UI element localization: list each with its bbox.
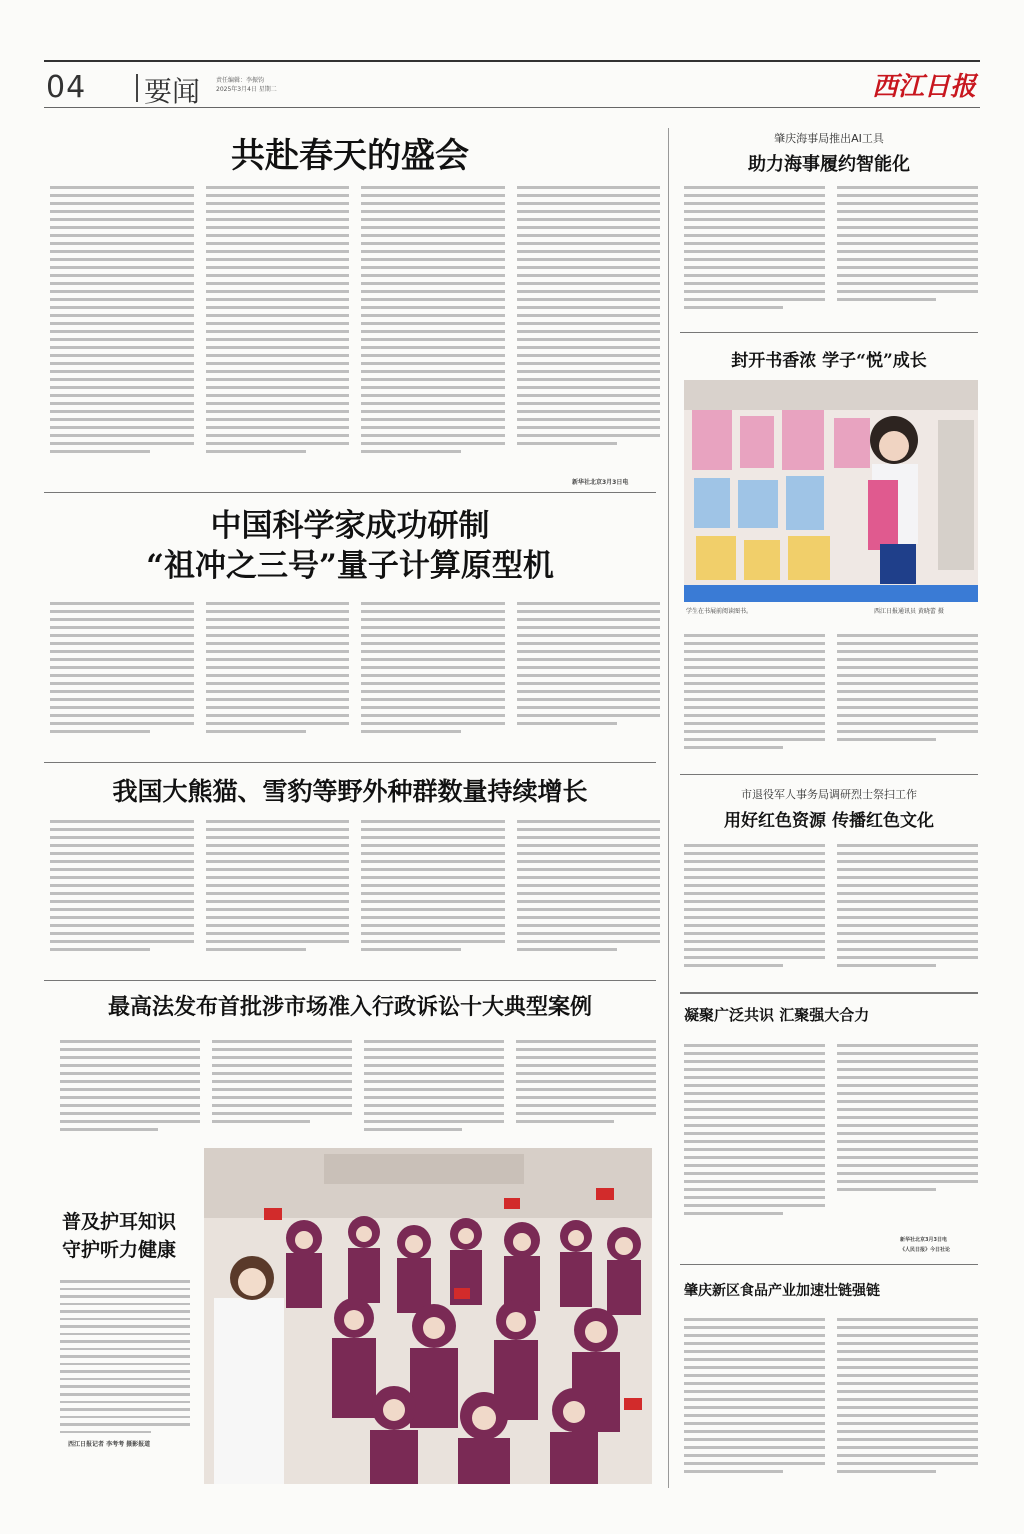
article-body-ear — [60, 1278, 190, 1433]
headline-consensus: 凝聚广泛共识 汇聚强大合力 — [684, 1006, 870, 1024]
book-fair-photo — [684, 380, 978, 602]
masthead — [44, 60, 980, 108]
article-divider — [680, 774, 978, 775]
article-divider — [680, 332, 978, 333]
headline-veterans: 用好红色资源 传播红色文化 — [724, 811, 934, 831]
text-column — [837, 1042, 978, 1230]
text-column — [364, 1038, 504, 1138]
headline-quantum — [44, 506, 656, 586]
text-column — [684, 1316, 825, 1486]
article-body-quantum — [50, 600, 660, 750]
article-body-maritime — [684, 184, 978, 324]
headline-line: 普及护耳知识 — [61, 1211, 176, 1233]
classroom-image — [204, 1148, 652, 1484]
text-column — [837, 842, 978, 982]
text-column — [212, 1038, 352, 1138]
kicker-veterans: 市退役军人事务局调研烈士祭扫工作 — [741, 788, 917, 801]
paper-logo: 西江日报 — [871, 72, 976, 102]
date-line: 2025年3月4日 星期二 — [216, 86, 277, 93]
article-divider — [44, 980, 656, 981]
caption-right: 西江日报通讯员 黄晓蕾 摄 — [874, 608, 944, 615]
editors-info — [216, 76, 277, 94]
text-column — [517, 184, 661, 484]
text-column — [684, 1042, 825, 1230]
text-column — [517, 600, 661, 750]
text-column — [206, 600, 350, 750]
headline-spring: 共赴春天的盛会 — [231, 136, 469, 176]
text-column — [50, 184, 194, 484]
article-body-books — [684, 632, 978, 762]
article-divider — [680, 1264, 978, 1265]
text-column — [684, 632, 825, 762]
section-name: 要闻 — [144, 75, 201, 108]
source-consensus-2: 《人民日报》今日社论 — [900, 1247, 951, 1253]
article-body-consensus — [684, 1042, 978, 1230]
text-column — [517, 818, 661, 968]
text-column — [837, 1316, 978, 1486]
headline-panda: 我国大熊猫、雪豹等野外种群数量持续增长 — [112, 777, 588, 806]
headline-ear — [44, 1208, 194, 1264]
text-column — [206, 818, 350, 968]
text-column — [60, 1278, 190, 1433]
text-column — [361, 600, 505, 750]
article-divider — [680, 992, 978, 994]
article-body-panda — [50, 818, 660, 968]
column-divider — [668, 128, 669, 1488]
text-column — [684, 842, 825, 982]
article-divider — [44, 492, 656, 493]
text-column — [361, 818, 505, 968]
text-column — [50, 818, 194, 968]
text-column — [516, 1038, 656, 1138]
text-column — [684, 184, 825, 324]
editors-line: 责任编辑：李振钧 — [216, 77, 265, 84]
article-body-court — [60, 1038, 656, 1138]
text-column — [837, 632, 978, 762]
caption-left: 学生在书展前阅读图书。 — [686, 608, 753, 615]
masthead-divider — [136, 74, 138, 102]
article-divider — [44, 762, 656, 763]
page-number: 04 — [46, 70, 87, 105]
headline-court: 最高法发布首批涉市场准入行政诉讼十大典型案例 — [107, 995, 592, 1020]
headline-line: “祖冲之三号”量子计算原型机 — [146, 548, 554, 584]
headline-line: 守护听力健康 — [61, 1239, 176, 1261]
book-fair-image — [684, 380, 978, 602]
text-column — [361, 184, 505, 484]
headline-maritime: 助力海事履约智能化 — [748, 154, 910, 175]
article-body-food — [684, 1316, 978, 1486]
text-column — [60, 1038, 200, 1138]
headline-line: 中国科学家成功研制 — [210, 508, 490, 544]
text-column — [50, 600, 194, 750]
ear-photo-credit: 西江日报记者 李考考 摄影报道 — [68, 1441, 151, 1448]
headline-books: 封开书香浓 学子“悦”成长 — [731, 351, 927, 371]
text-column — [837, 184, 978, 324]
kicker-maritime: 肇庆海事局推出AI工具 — [774, 132, 884, 145]
source-consensus: 新华社北京3月3日电 — [900, 1237, 947, 1243]
article-body-veterans — [684, 842, 978, 982]
byline-spring: 新华社北京3月3日电 — [572, 479, 629, 486]
ear-health-photo — [204, 1148, 652, 1484]
headline-food: 肇庆新区食品产业加速壮链强链 — [684, 1283, 880, 1299]
text-column — [206, 184, 350, 484]
article-body-spring — [50, 184, 660, 484]
